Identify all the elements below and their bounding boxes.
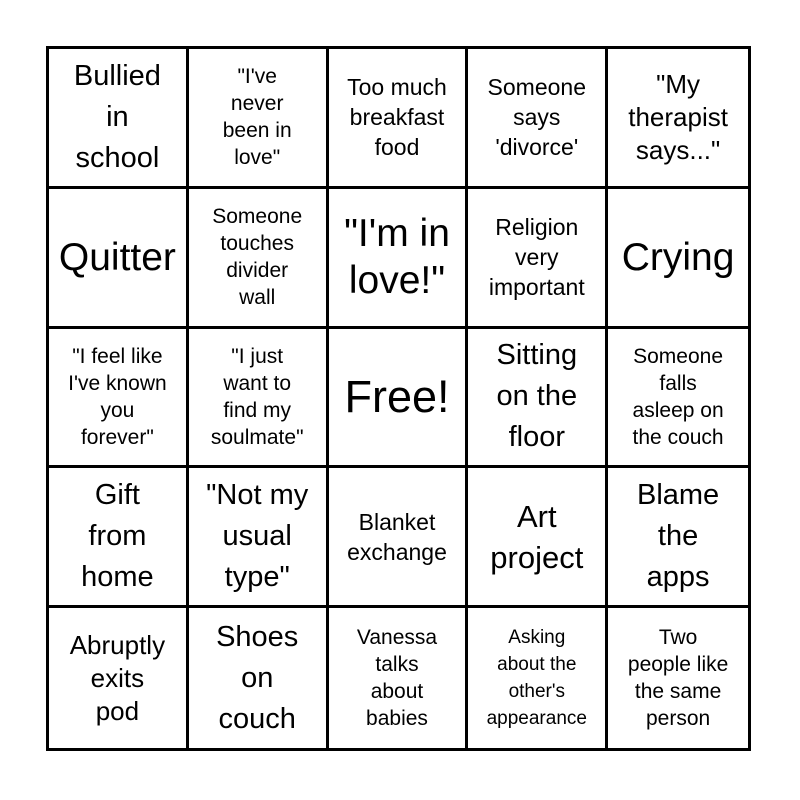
bingo-cell[interactable] [468,49,608,189]
bingo-cell[interactable] [468,608,608,748]
cell-text: "I just want to find my soulmate" [210,344,304,449]
bingo-cell[interactable] [468,468,608,608]
cell-text: "Not my usual type" [206,479,309,594]
bingo-cell[interactable] [468,329,608,469]
bingo-cell[interactable] [608,49,748,189]
bingo-cell[interactable] [329,189,469,329]
bingo-cell[interactable] [608,189,748,329]
cell-text: Vanessa talks about babies [356,626,438,731]
cell-text: Two people like the same person [627,626,729,731]
cell-text: Blanket exchange [347,508,447,565]
cell-text: "I feel like I've known you forever" [68,344,167,449]
cell-text: Gift from home [81,479,154,594]
cell-text: Religion very important [488,214,585,301]
cell-text: Abruptly exits pod [69,629,166,726]
cell-text: "I'm in love!" [344,212,450,303]
bingo-cell[interactable] [189,468,329,608]
bingo-cell[interactable] [49,189,189,329]
bingo-cell[interactable] [49,608,189,748]
cell-text: Sitting on the floor [496,339,578,454]
bingo-cell[interactable] [608,608,748,748]
bingo-cell[interactable] [189,608,329,748]
bingo-cell[interactable] [608,468,748,608]
cell-text: Someone falls asleep on the couch [632,344,724,449]
cell-text: Free! [344,370,450,422]
cell-text: Art project [490,498,584,575]
bingo-cell[interactable] [329,49,469,189]
bingo-cell[interactable] [608,329,748,469]
bingo-cell[interactable] [49,329,189,469]
bingo-cell[interactable] [189,329,329,469]
cell-text: Blame the apps [636,479,720,594]
bingo-cell[interactable] [329,608,469,748]
cell-text: Crying [621,235,735,279]
bingo-cell[interactable] [49,49,189,189]
cell-text: Someone touches divider wall [212,205,303,310]
cell-text: "I've never been in love" [222,65,292,170]
cell-text: Asking about the other's appearance [486,627,587,730]
bingo-cell[interactable] [468,189,608,329]
bingo-cell[interactable] [49,468,189,608]
cell-text: Too much breakfast food [347,74,447,161]
cell-text: "My therapist says..." [628,68,728,165]
bingo-cell[interactable] [329,468,469,608]
bingo-cell free-space[interactable] [329,329,469,469]
cell-text: Shoes on couch [216,620,299,735]
bingo-cell[interactable] [189,49,329,189]
cell-text: Quitter [58,235,176,279]
bingo-cell[interactable] [189,189,329,329]
bingo-board [46,46,751,751]
cell-text: Someone says 'divorce' [487,74,587,161]
cell-text: Bullied in school [73,59,161,174]
